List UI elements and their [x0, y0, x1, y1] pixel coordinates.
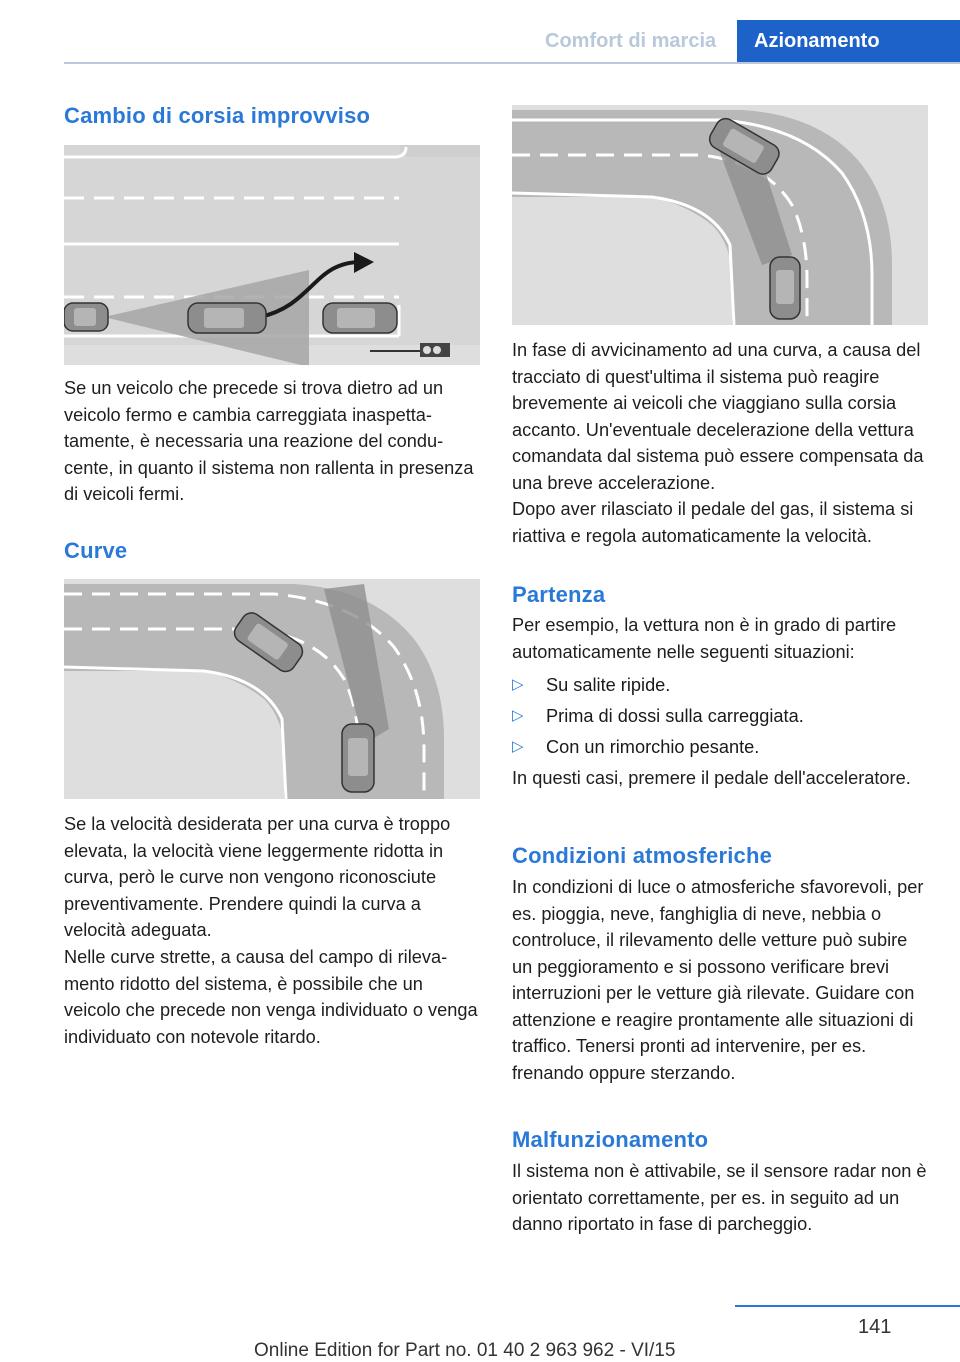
heading-curves: Curve: [64, 538, 128, 563]
car-icon: [770, 257, 800, 319]
page-number: 141: [858, 1316, 892, 1338]
car-icon: [342, 724, 374, 792]
curves-illustration: [64, 579, 480, 799]
text-weather: In condizioni di luce o atmosferiche sfavorevoli, per es. pioggia, neve, fanghiglia di neve, nebbia o controluce, il rilevamento delle vetture può subire un peggioramento e si possono verificare brevi interruzioni per le vetture già rilevate. Guidare con attenzione e reagire prontamente alle situazioni di traffico. Tenersi pronti ad intervenire, per es. frenando oppure sterzando.: [512, 877, 924, 1083]
edition-note: Online Edition for Part no. 01 40 2 963 962 - VI/15: [254, 1340, 676, 1361]
page-header: [0, 0, 960, 64]
car-icon: [323, 303, 397, 333]
car-icon: [188, 303, 266, 333]
triangle-bullet-icon: ▷: [512, 676, 524, 693]
curve-approach-illustration: [512, 105, 928, 325]
text-start-intro: Per esempio, la vettura non è in grado di partire automaticamente nelle seguenti situazioni:: [512, 615, 897, 662]
text-curve-approach-2: Dopo aver rilasciato il pedale del gas, il sistema si riattiva e regola automaticamente la velocità.: [512, 499, 914, 546]
heading-start: Partenza: [512, 582, 606, 607]
figure-curves: [64, 579, 480, 799]
figure-curve-approach: [512, 105, 928, 325]
text-malfunction: Il sistema non è attivabile, se il sensore radar non è orientato correttamente, per es. in seguito ad un danno riportato in fase di parcheggio.: [512, 1161, 927, 1234]
car-icon: [64, 303, 108, 331]
section-tab-comfort[interactable]: Comfort di marcia: [545, 30, 717, 52]
heading-malfunction: Malfunzionamento: [512, 1127, 709, 1152]
text-start-outro: In questi casi, premere il pedale dell'acceleratore.: [512, 768, 911, 788]
text-curves-2: Nelle curve strette, a causa del campo di rilevamento ridotto del sistema, è possibile che un veicolo che precede non venga individuato o venga individuato con notevole ritardo.: [64, 947, 478, 1047]
triangle-bullet-icon: ▷: [512, 707, 524, 724]
triangle-bullet-icon: ▷: [512, 738, 524, 755]
section-tab-active[interactable]: Azionamento: [737, 20, 960, 62]
heading-lane-change: Cambio di corsia improvviso: [64, 103, 371, 128]
header-divider: [64, 62, 960, 64]
heading-weather: Condizioni atmosferiche: [512, 843, 773, 868]
footer-divider: [735, 1305, 960, 1307]
text-curve-approach-1: In fase di avvicinamento ad una curva, a causa del tracciato di quest'ultima il sistema può reagire brevemente ai veicoli che viaggiano sulla corsia accanto. Un'eventuale decelerazione della vettura comandata dal sistema può essere compensata da una breve accelerazione.: [512, 340, 924, 493]
figure-lane-change: [64, 145, 480, 365]
text-curves-1: Se la velocità desiderata per una curva è troppo elevata, la velocità viene leggermente ridotta in curva, però le curve non vengono riconosciute preventivamente. Prendere quindi la curva a velocità adeguata.: [64, 814, 451, 940]
text-lane-change: Se un veicolo che precede si trova dietro ad un veicolo fermo e cambia carreggiata inaspettatamente, è necessaria una reazione del conducente, in quanto il sistema non rallenta in presenza di veicoli fermi.: [64, 378, 474, 504]
lane-change-illustration: [64, 145, 480, 365]
